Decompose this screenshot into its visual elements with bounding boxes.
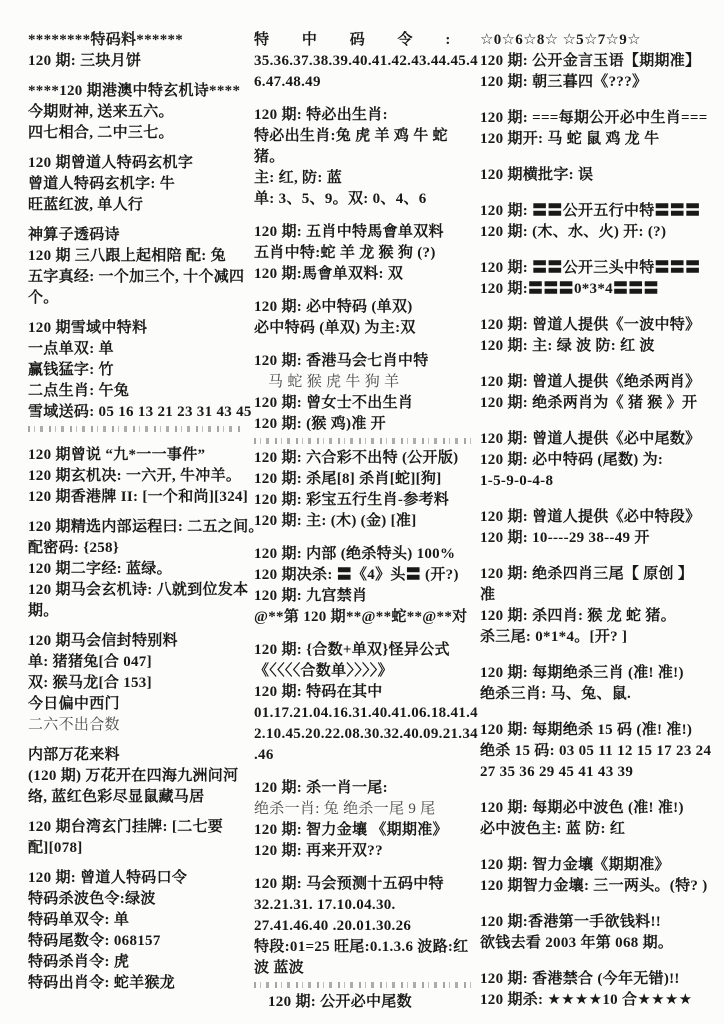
text-line: 二点生肖: 午兔 <box>28 383 130 399</box>
text-line: 曾道人特码玄机字: 牛 <box>28 176 176 192</box>
text-line: 特码尾数令: 068157 <box>28 933 161 949</box>
text-line: 120 期: 杀尾[8] 杀肖[蛇][狗] <box>254 471 442 487</box>
text-line: ****120 期港澳中特玄机诗**** <box>28 83 241 99</box>
text-line: 期。 <box>28 603 59 619</box>
line-spacer <box>254 285 478 297</box>
text-line: 120 期: 10----29 38--49 开 <box>480 530 650 546</box>
line-spacer <box>28 436 250 445</box>
text-line: 特 中 码 令 : <box>254 32 451 48</box>
text-line: 单: 猪猪兔[合 047] <box>28 654 152 670</box>
line-spacer <box>28 216 250 225</box>
text-line: 120 期: 智力金壤 《期期准》 <box>254 822 448 838</box>
text-line: 120 期马会玄机诗: 八就到位发本 <box>28 582 249 598</box>
text-line: .46 <box>254 747 274 763</box>
text-line: 2.10.45.20.22.08.30.32.40.09.21.34 <box>254 726 478 742</box>
text-line: 120 期: 三块月饼 <box>28 53 142 69</box>
line-spacer <box>480 954 720 969</box>
text-line: 单: 3、5、9。双: 0、4、6 <box>254 191 427 207</box>
text-line: 120 期: 香港马会七肖中特 <box>254 353 429 369</box>
text-line: 120 期: (木、水、火) 开: (?) <box>480 224 667 240</box>
line-spacer <box>480 897 720 912</box>
text-line: 120 期: 〓〓公开五行中特〓〓〓 <box>480 203 701 219</box>
text-line: 120 期: 曾道人提供《必中尾数》 <box>480 431 701 447</box>
text-line: 必中波色主: 蓝 防: 红 <box>480 821 626 837</box>
text-line: 120 期: 每期绝杀 15 码 (准! 准!) <box>480 722 693 738</box>
text-line: 二六不出合数 <box>28 717 120 733</box>
text-line: 120 期: 曾道人特码口令 <box>28 870 188 886</box>
text-line: 120 期: (猴 鸡)准 开 <box>254 416 386 432</box>
text-line: 120 期: 曾道人提供《绝杀两肖》 <box>480 374 701 390</box>
line-spacer <box>28 859 250 868</box>
text-line: 欲钱去看 2003 年第 068 期。 <box>480 935 674 951</box>
text-line: 绝杀 15 码: 03 05 11 12 15 17 23 24 <box>480 743 712 759</box>
text-line: 络, 蓝红色彩尽显鼠藏马居 <box>28 789 205 805</box>
text-line: 120 期: 〓〓公开三头中特〓〓〓 <box>480 260 701 276</box>
column-middle <box>254 30 478 1013</box>
line-spacer <box>480 492 720 507</box>
text-line: 120 期:〓〓〓0*3*4〓〓〓 <box>480 281 659 297</box>
text-line: 6.47.48.49 <box>254 74 321 90</box>
text-line: 120 期: {合数+单双}怪异公式 <box>254 642 450 658</box>
text-line: 个。 <box>28 290 59 306</box>
text-line: 120 期马会信封特别料 <box>28 633 178 649</box>
line-spacer <box>28 808 250 817</box>
text-line: 特码杀波色令:绿波 <box>28 891 156 907</box>
text-line: 120 期台湾玄门挂牌: [二七要 <box>28 819 224 835</box>
line-spacer <box>254 862 478 874</box>
text-line: 32.21.31. 17.10.04.30. <box>254 897 396 913</box>
text-line: ********特码料****** <box>28 32 184 48</box>
text-line: 120 期: 主: (木) (金) [准] <box>254 513 417 529</box>
text-line: 准 <box>480 587 496 603</box>
text-line: 01.17.21.04.16.31.40.41.06.18.41.4 <box>254 705 478 721</box>
line-spacer <box>28 144 250 153</box>
text-line: 特段:01=25 旺尾:0.1.3.6 波路:红 <box>254 939 469 955</box>
text-line: 120 期曾道人特码玄机字 <box>28 155 194 171</box>
text-line: 主: 红, 防: 蓝 <box>254 170 342 186</box>
text-line: 120 期: 绝杀两肖为《 猪 猴 》开 <box>480 395 698 411</box>
text-line: 120 期: 曾道人提供《必中特段》 <box>480 509 701 525</box>
text-line: 120 期: 再来开双?? <box>254 843 383 859</box>
text-line: 120 期香港牌 II: [一个和尚][324] <box>28 489 249 505</box>
text-line: 120 期: 朝三暮四《???》 <box>480 74 648 90</box>
text-line: 120 期: 公开必中尾数 <box>268 994 412 1010</box>
line-spacer <box>254 532 478 544</box>
text-line: 35.36.37.38.39.40.41.42.43.44.45.4 <box>254 53 478 69</box>
text-line: 27 35 36 29 45 41 43 39 <box>480 764 634 780</box>
text-line: (120 期) 万花开在四海九洲问河 <box>28 768 239 784</box>
text-line: 120 期: 马会预测十五码中特 <box>254 876 444 892</box>
text-line: ☆0☆6☆8☆ ☆5☆7☆9☆ <box>480 32 641 48</box>
text-line: 120 期玄机决: 一六开, 牛冲羊。 <box>28 468 242 484</box>
text-line: 特码出肖令: 蛇羊猴龙 <box>28 975 176 991</box>
text-line: 120 期: 公开金言玉语【期期准】 <box>480 53 701 69</box>
line-spacer <box>254 339 478 351</box>
text-line: 120 期: 智力金壤《期期准》 <box>480 857 670 873</box>
text-line: 120 期曾说 “九*一一事件” <box>28 447 206 463</box>
text-line: 120 期: 特必出生肖: <box>254 107 388 123</box>
text-line: 四七相合, 二中三七。 <box>28 125 174 141</box>
text-line: 必中特码 (单双) 为主:双 <box>254 320 416 336</box>
line-spacer <box>28 309 250 318</box>
line-spacer <box>480 150 720 165</box>
text-line: 波 蓝波 <box>254 960 304 976</box>
text-line: 120 期开: 马 蛇 鼠 鸡 龙 牛 <box>480 131 660 147</box>
text-line: 杀三尾: 0*1*4。[开? ] <box>480 629 628 645</box>
text-line: 今期财神, 送来五六。 <box>28 104 174 120</box>
text-line: 120 期: 绝杀四肖三尾【 原创 】 <box>480 566 694 582</box>
line-spacer <box>28 736 250 745</box>
text-line: 特码单双令: 单 <box>28 912 130 928</box>
line-spacer <box>480 243 720 258</box>
text-line: 120 期: 必中特码 (尾数) 为: <box>480 452 664 468</box>
text-line: 120 期: 主: 绿 波 防: 红 波 <box>480 338 655 354</box>
line-spacer <box>480 648 720 663</box>
text-line: 配][078] <box>28 840 83 856</box>
text-line: 120 期横批字: 误 <box>480 167 594 183</box>
text-line: 120 期:香港第一手欲钱料!! <box>480 914 662 930</box>
text-line: 特码杀肖令: 虎 <box>28 954 130 970</box>
text-line: 120 期: 九宫禁肖 <box>254 588 368 604</box>
text-line: 120 期: 每期必中波色 (准! 准!) <box>480 800 684 816</box>
text-line: 120 期: 曾女士不出生肖 <box>254 395 414 411</box>
line-spacer <box>480 300 720 315</box>
text-line: 120 期:馬會单双料: 双 <box>254 266 404 282</box>
line-spacer <box>254 210 478 222</box>
text-line: 120 期雪域中特料 <box>28 320 148 336</box>
line-spacer <box>480 186 720 201</box>
text-line: 雪域送码: 05 16 13 21 23 31 43 45 <box>28 404 252 420</box>
scan-artifact-line <box>254 982 471 988</box>
text-line: 《〈〈〈〈合数单〉〉〉〉》 <box>254 663 393 679</box>
text-line: 旺蓝红波, 单人行 <box>28 197 144 213</box>
text-line: 120 期精选内部运程曰: 二五之间。 <box>28 519 264 535</box>
scan-artifact-line <box>28 426 243 432</box>
text-line: 120 期: 香港禁合 (今年无错)!! <box>480 971 680 987</box>
text-line: 120 期: 每期绝杀三肖 (准! 准!) <box>480 665 684 681</box>
text-line: 120 期: 内部 (绝杀特头) 100% <box>254 546 456 562</box>
text-line: 绝杀三肖: 马、兔、鼠. <box>480 686 632 702</box>
text-line: 1-5-9-0-4-8 <box>480 473 554 489</box>
line-spacer <box>28 508 250 517</box>
text-line: 120 期 三八跟上起相陪 配: 兔 <box>28 248 226 264</box>
text-line: 马 蛇 猴 虎 牛 狗 羊 <box>268 374 400 390</box>
text-line: 特必出生肖:兔 虎 羊 鸡 牛 蛇 <box>254 128 448 144</box>
text-line: 120 期: 六合彩不出特 (公开版) <box>254 450 459 466</box>
text-line: 120 期: 彩宝五行生肖-参考料 <box>254 492 450 508</box>
text-line: 一点单双: 单 <box>28 341 114 357</box>
text-line: 120 期: 必中特码 (单双) <box>254 299 413 315</box>
column-right <box>480 30 720 1011</box>
text-line: 神算子透码诗 <box>28 227 120 243</box>
text-line: 五字真经: 一个加三个, 十个减四 <box>28 269 245 285</box>
text-line: 120 期: 五肖中特馬會单双料 <box>254 224 444 240</box>
line-spacer <box>480 357 720 372</box>
text-line: 120 期二字经: 蓝绿。 <box>28 561 172 577</box>
text-line: 今日偏中西门 <box>28 696 120 712</box>
text-line: 绝杀一肖: 兔 绝杀一尾 9 尾 <box>254 801 436 817</box>
text-line: 五肖中特:蛇 羊 龙 猴 狗 (?) <box>254 245 436 261</box>
line-spacer <box>480 93 720 108</box>
text-line: 120 期: 曾道人提供《一波中特》 <box>480 317 701 333</box>
text-line: 120 期杀: ★★★★10 合★★★★ <box>480 992 693 1008</box>
line-spacer <box>480 840 720 855</box>
text-line: 120 期: 杀一肖一尾: <box>254 780 388 796</box>
text-line: 配密码: {258} <box>28 540 120 556</box>
scan-artifact-line <box>254 438 471 444</box>
line-spacer <box>28 622 250 631</box>
line-spacer <box>254 766 478 778</box>
text-line: 120 期: ===每期公开必中生肖=== <box>480 110 708 126</box>
text-line: 猪。 <box>254 149 285 165</box>
text-line: 120 期: 特码在其中 <box>254 684 383 700</box>
line-spacer <box>254 628 478 640</box>
text-line: @**第 120 期**@**蛇**@**对 <box>254 609 468 625</box>
text-line: 120 期决杀: 〓《4》头〓 (开?) <box>254 567 459 583</box>
text-line: 双: 猴马龙[合 153] <box>28 675 152 691</box>
line-spacer <box>254 93 478 105</box>
text-line: 赢钱猛字: 竹 <box>28 362 114 378</box>
text-line: 120 期智力金壤: 三一两头。(特? ) <box>480 878 708 894</box>
line-spacer <box>480 414 720 429</box>
line-spacer <box>480 549 720 564</box>
line-spacer <box>28 72 250 81</box>
text-line: 27.41.46.40 .20.01.30.26 <box>254 918 412 934</box>
text-line: 120 期: 杀四肖: 猴 龙 蛇 猪。 <box>480 608 676 624</box>
line-spacer <box>480 705 720 720</box>
line-spacer <box>480 783 720 798</box>
text-line: 内部万花来料 <box>28 747 120 763</box>
